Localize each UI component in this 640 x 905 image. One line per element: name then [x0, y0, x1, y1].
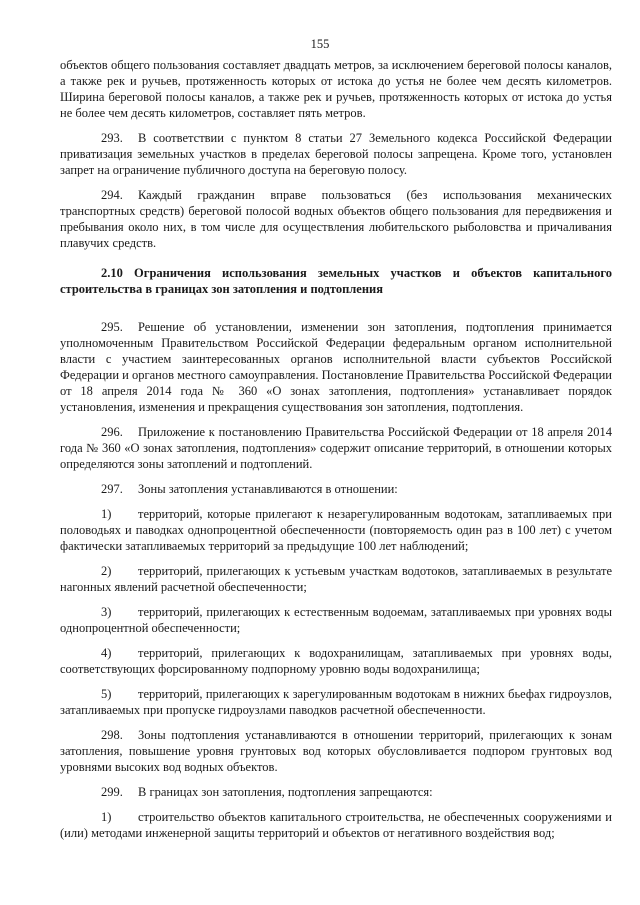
- paragraph-number: 299.: [101, 785, 123, 799]
- paragraph-297: [60, 481, 612, 497]
- list-item-4: [60, 645, 616, 677]
- list-item-text: территорий, прилегающих к естественным водоемам, затапливаемых при уровнях воды однопроцентной обеспеченности;: [60, 605, 616, 635]
- paragraph-text: Зоны затопления устанавливаются в отношении:: [138, 482, 398, 496]
- list-item-number: 4): [101, 646, 112, 660]
- list-item-number: 1): [101, 507, 112, 521]
- list-item-text: территорий, прилегающих к водохранилищам, затапливаемых при уровнях воды, соответствующих форсированному подпорному уровню воды водохранилища;: [60, 646, 616, 676]
- page-number: 155: [310, 37, 330, 51]
- paragraph-text: Зоны подтопления устанавливаются в отношении территорий, прилегающих к зонам затопления, повышение уровня грунтовых вод которых обусловливается подпором грунтовых вод уровнями высоких вод водных объектов.: [60, 728, 616, 774]
- list-item-5: [60, 686, 616, 718]
- section-heading: 2.10 Ограничения использования земельных участков и объектов капитального строительства в границах зон затопления и подтопления: [60, 266, 612, 296]
- list-item-2: [60, 563, 616, 595]
- paragraph-text: Решение об установлении, изменении зон затопления, подтопления принимается уполномоченным Правительством Российской Федерации федеральным органом исполнительной власти с участием заинтересованных органов исполнительной власти субъектов Российской Федерации и органов местного самоуправления. Постановление Правительства Российской Федерации от 18 апреля 2014 года № 360 «О зонах затопления, подтопления» устанавливает порядок установления, изменения и прекращения существования зон затопления, подтопления.: [60, 320, 616, 414]
- paragraph-295: [60, 319, 616, 415]
- paragraph-294: [60, 187, 616, 251]
- page-content: [60, 57, 616, 850]
- paragraph-number: 297.: [101, 482, 123, 496]
- paragraph-text: В соответствии с пунктом 8 статьи 27 Земельного кодекса Российской Федерации приватизация земельных участков в пределах береговой полосы запрещена. Кроме того, установлен запрет на ограничение публичного доступа на береговую полосу.: [60, 131, 616, 177]
- paragraph-number: 296.: [101, 425, 123, 439]
- list-item-text: строительство объектов капитального строительства, не обеспеченных сооружениями и (или) методами инженерной защиты территорий и объектов от негативного воздействия вод;: [60, 810, 616, 840]
- list-item-3: [60, 604, 616, 636]
- paragraph-number: 295.: [101, 320, 123, 334]
- paragraph-296: [60, 424, 616, 472]
- list-item-text: территорий, прилегающих к зарегулированным водотокам в нижних бьефах гидроузлов, затапливаемых при пропуске гидроузлами паводков расчетной обеспеченности.: [60, 687, 616, 717]
- list-item-number: 1): [101, 810, 112, 824]
- paragraph-number: 294.: [101, 188, 123, 202]
- paragraph-text: Приложение к постановлению Правительства Российской Федерации от 18 апреля 2014 года № 360 «О зонах затопления, подтопления» содержит описание территорий, в отношении которых определяются зоны затоплений и подтоплений.: [60, 425, 616, 471]
- paragraph-text: В границах зон затопления, подтопления запрещаются:: [138, 785, 433, 799]
- paragraph-number: 298.: [101, 728, 123, 742]
- list-item-text: территорий, прилегающих к устьевым участкам водотоков, затапливаемых в результате нагонных явлений расчетной обеспеченности;: [60, 564, 616, 594]
- paragraph-number: 293.: [101, 131, 123, 145]
- list-item-number: 5): [101, 687, 112, 701]
- list-item-text: территорий, которые прилегают к незарегулированным водотокам, затапливаемых при половодьях и паводках однопроцентной обеспеченности (повторяемость один раз в 100 лет) с учетом фактически затапливаемых территорий за предыдущие 100 лет наблюдений;: [60, 507, 616, 553]
- list-item-number: 3): [101, 605, 112, 619]
- list-item-number: 2): [101, 564, 112, 578]
- paragraph-293: [60, 130, 616, 178]
- paragraph-continuation: объектов общего пользования составляет двадцать метров, за исключением береговой полосы каналов, а также рек и ручьев, протяженность которых от истока до устья не более чем десять километров. Ширина береговой полосы каналов, а также рек и ручьев, протяженность которых от истока до устья не более чем десять километров, составляет пять метров.: [60, 58, 616, 120]
- list-item-1-prohibitions: [60, 809, 616, 841]
- paragraph-298: [60, 727, 616, 775]
- paragraph-299: [60, 784, 612, 800]
- paragraph-text: Каждый гражданин вправе пользоваться (без использования механических транспортных средств) береговой полосой водных объектов общего пользования для передвижения и пребывания около них, в том числе для осуществления любительского рыболовства и причаливания плавучих средств.: [60, 188, 616, 250]
- list-item-1: [60, 506, 616, 554]
